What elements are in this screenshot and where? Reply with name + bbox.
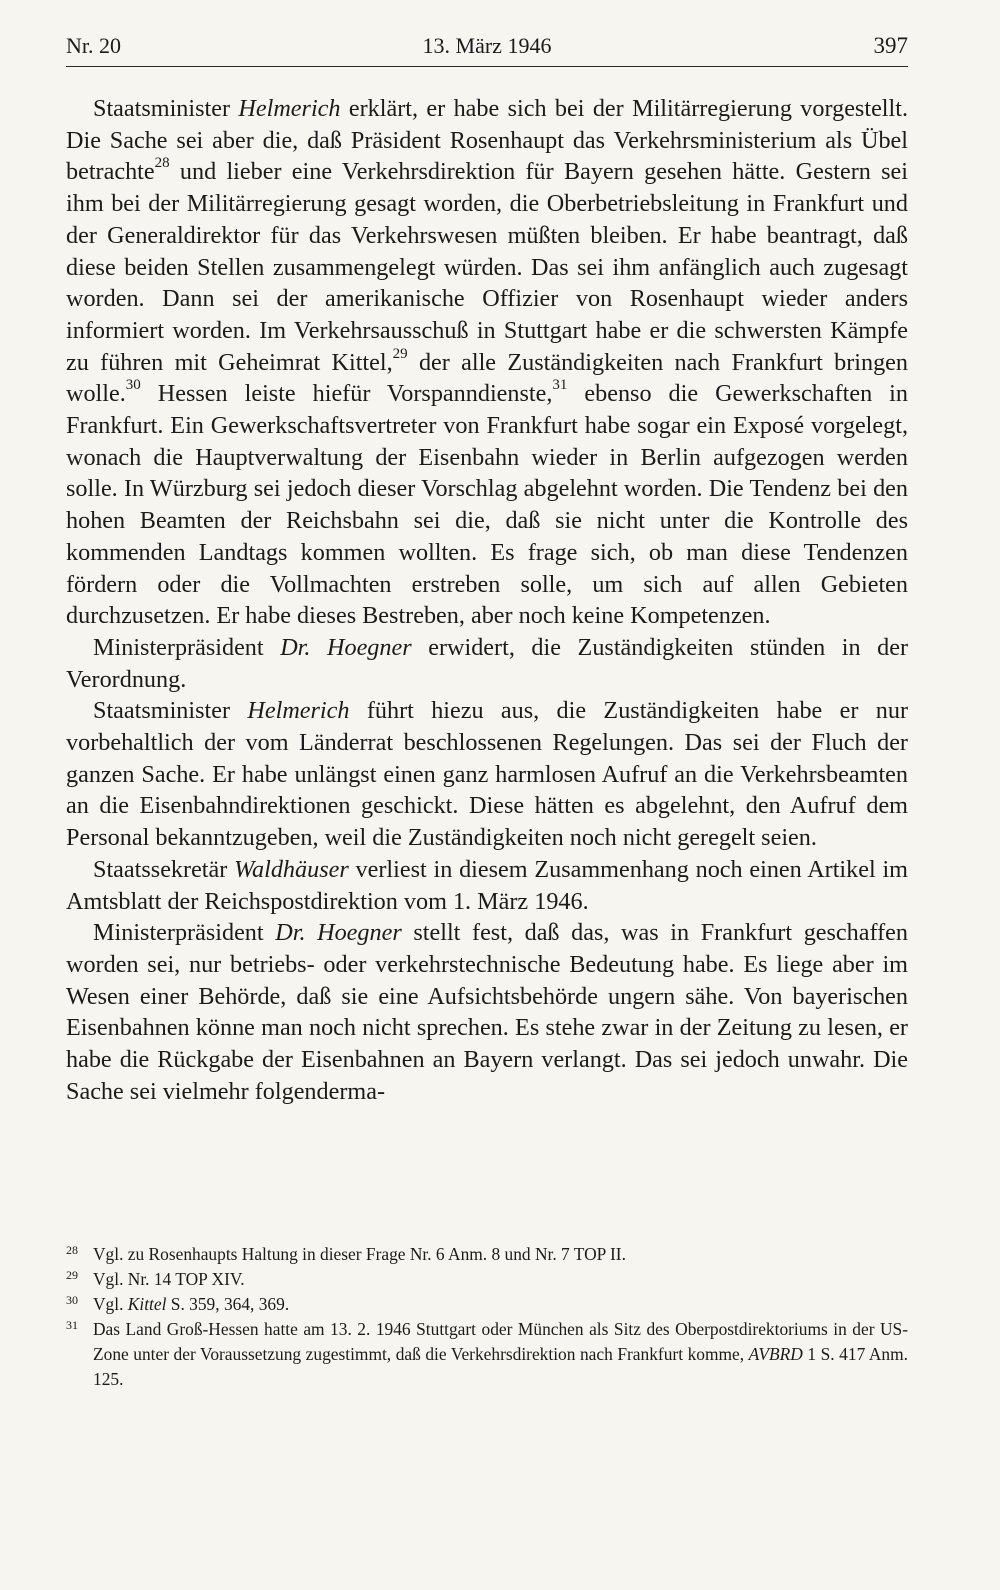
paragraph-text: verliest in diesem Zusammenhang noch einen Artikel im Amtsblatt der Reichspostdirektion vom 1. März 1946. [66, 855, 908, 915]
footnote-text: S. 359, 364, 369. [166, 1294, 290, 1314]
footnote [66, 1317, 908, 1392]
paragraph [66, 632, 908, 695]
paragraph-text: ebenso die Gewerkschaften in Frankfurt. Ein Gewerkschaftsvertreter von Frankfurt habe sogar ein Exposé vorgelegt, wonach die Hauptverwaltung der Eisenbahn wieder in Berlin aufgezogen werden solle. In Würzburg sei jedoch dieser Vorschlag abgelehnt worden. Die Tendenz bei den hohen Beamten der Reichsbahn sei die, daß sie nicht unter die Kontrolle des kommenden Landtags kommen wollten. Es frage sich, ob man diese Tendenzen fördern oder die Vollmachten erstreben solle, um sich auf allen Gebieten durchzusetzen. Er habe dieses Bestreben, aber noch keine Kompetenzen. [66, 380, 909, 630]
footnote-text: 1 S. 417 Anm. 125. [93, 1344, 908, 1389]
footnotes [66, 1242, 908, 1392]
running-header [66, 30, 908, 67]
paragraph-text: führt hiezu aus, die Zuständigkeiten habe er nur vorbehaltlich der vom Länderrat beschlossenen Regelungen. Das sei der Fluch der ganzen Sache. Er habe unlängst einen ganz harmlosen Aufruf an die Verkehrsbeamten an die Eisenbahndirektionen geschickt. Diese hätten es abgelehnt, den Aufruf dem Personal bekanntzugeben, weil die Zuständigkeiten noch nicht geregelt seien. [66, 697, 908, 852]
speaker-title: Staatssekretär [93, 855, 228, 883]
footnote-number: 29 [66, 1268, 78, 1282]
footnote-ref: 31 [552, 377, 568, 394]
page-number: 397 [873, 33, 908, 58]
paragraph [66, 917, 908, 1107]
speaker-title: Ministerpräsident [93, 633, 264, 661]
issue-number: Nr. 20 [66, 33, 121, 58]
footnote-number: 30 [66, 1293, 78, 1307]
speaker-name: Helmerich [247, 697, 350, 725]
footnote-text: Das Land Groß-Hessen hatte am 13. 2. 1946 Stuttgart oder München als Sitz des Oberpostdirektoriums in der US-Zone unter der Voraussetzung zugestimmt, daß die Verkehrsdirektion nach Frankfurt komme, [93, 1319, 908, 1364]
footnote [66, 1292, 908, 1317]
paragraph-text: der alle Zuständigkeiten nach Frankfurt bringen wolle. [66, 348, 908, 408]
footnote-text: Vgl. zu Rosenhaupts Haltung in dieser Frage Nr. 6 Anm. 8 und Nr. 7 TOP II. [93, 1244, 626, 1264]
speaker-title: Staatsminister [93, 95, 231, 122]
header-date: 13. März 1946 [422, 33, 552, 58]
footnote-number: 28 [66, 1243, 78, 1257]
footnote-text: Vgl. [93, 1294, 128, 1314]
speaker-name: Helmerich [238, 95, 341, 122]
speaker-name: Waldhäuser [234, 855, 349, 883]
speaker-title: Ministerpräsident [93, 919, 264, 947]
paragraph-text: erwidert, die Zuständigkeiten stünden in der Verordnung. [66, 633, 909, 693]
speaker-name: Dr. Hoegner [275, 919, 402, 947]
paragraph [66, 854, 908, 917]
paragraph [66, 93, 908, 632]
paragraph-text: stellt fest, daß das, was in Frankfurt geschaffen worden sei, nur betriebs- oder verkehrstechnische Bedeutung habe. Es liege aber im Wesen einer Behörde, daß sie eine Aufsichtsbehörde ungern sähe. Von bayerischen Eisenbahnen könne man noch nicht sprechen. Es stehe zwar in der Zeitung zu lesen, er habe die Rückgabe der Eisenbahnen an Bayern verlangt. Das sei jedoch unwahr. Die Sache sei vielmehr folgenderma- [66, 919, 908, 1105]
paragraph-text: Hessen leiste hiefür Vorspanndienste, [140, 380, 553, 408]
footnote-citation: AVBRD [748, 1344, 803, 1364]
paragraph [66, 695, 908, 854]
footnote [66, 1267, 908, 1292]
footnote-text: Vgl. Nr. 14 TOP XIV. [93, 1269, 245, 1289]
footnote-ref: 29 [392, 345, 408, 362]
footnote-number: 31 [66, 1318, 78, 1332]
main-text [66, 93, 908, 1108]
speaker-title: Staatsminister [93, 697, 231, 725]
paragraph-text: und lieber eine Verkehrsdirektion für Bayern gesehen hätte. Gestern sei ihm bei der Militärregierung gesagt worden, die Oberbetriebsleitung in Frankfurt und der Generaldirektor für das Verkehrswesen müßten bleiben. Er habe beantragt, daß diese beiden Stellen zusammengelegt würden. Das sei ihm anfänglich auch zugesagt worden. Dann sei der amerikanische Offizier von Rosenhaupt wieder anders informiert worden. Im Verkehrsausschuß in Stuttgart habe er die schwersten Kämpfe zu führen mit Geheimrat Kittel, [66, 158, 908, 376]
footnote-citation: Kittel [127, 1294, 167, 1314]
footnote [66, 1242, 908, 1267]
paragraph-text: erklärt, er habe sich bei der Militärregierung vorgestellt. Die Sache sei aber die, daß Präsident Rosenhaupt das Verkehrsministerium als Übel betrachte [66, 95, 909, 186]
speaker-name: Dr. Hoegner [280, 633, 412, 661]
footnote-ref: 30 [125, 377, 141, 394]
footnote-ref: 28 [154, 155, 170, 172]
